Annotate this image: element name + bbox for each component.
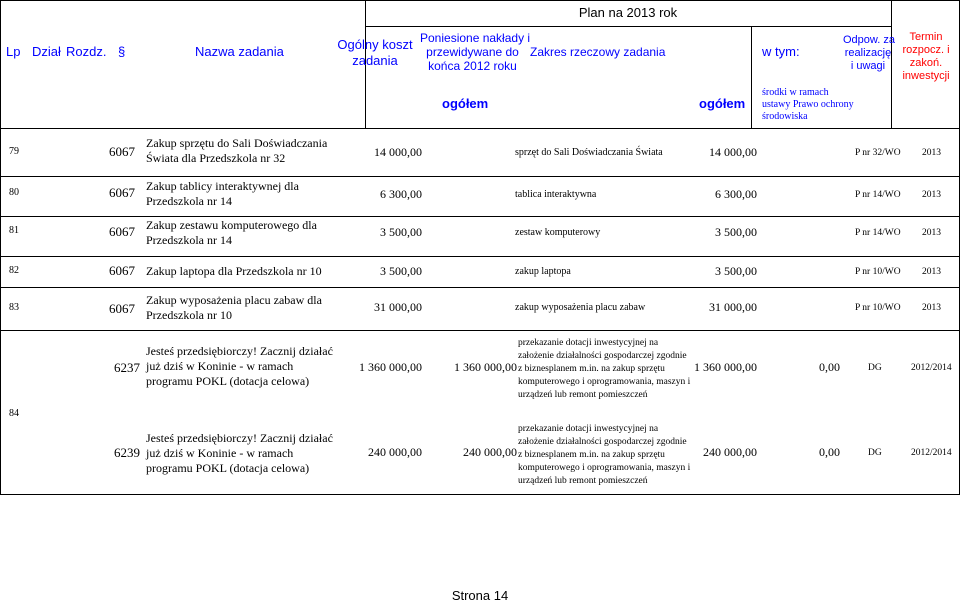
row-name-l1: Zakup tablicy interaktywnej dla [146,179,299,193]
row-ogolem: 6 300,00 [715,187,757,201]
row-koszt: 3 500,00 [380,264,422,278]
row-termin: 2013 [922,228,941,238]
col-zakres-header: Zakres rzeczowy zadania [530,45,666,59]
row-odpow: P nr 10/WO [855,303,901,313]
ogolem-header-2: ogółem [699,96,746,111]
col-poniesione-header-l3: końca 2012 roku [428,59,517,73]
row-zakres: zakup laptopa [515,266,571,277]
col-lp-header: Lp [6,44,21,59]
ogolem-header-1: ogółem [442,96,489,111]
row-odpow: P nr 14/WO [855,228,901,238]
row-poniesione: 240 000,00 [463,445,517,459]
row-ogolem: 240 000,00 [703,445,757,459]
row-rozdz: 6067 [109,185,135,200]
row-termin: 2012/2014 [911,363,952,373]
row-odpow: P nr 14/WO [855,190,901,200]
row-termin: 2013 [922,303,941,313]
col-poniesione-header-l2: przewidywane do [426,45,519,59]
row-ogolem: 3 500,00 [715,225,757,239]
row-termin: 2012/2014 [911,448,952,458]
col-rozdz-header: Rozdz. [66,44,107,59]
row-rozdz: 6067 [109,224,135,239]
row-rozdz: 6067 [109,263,135,278]
row-lp: 79 [9,146,19,157]
row-odpow: P nr 32/WO [855,148,901,158]
row-zakres: zestaw komputerowy [515,227,601,238]
row-termin: 2013 [922,190,941,200]
col-dzial-header: Dział [32,44,61,59]
row-name-l3: programu POKL (dotacja celowa) [146,461,310,475]
row-termin: 2013 [922,267,941,277]
col-termin-header-l1: Termin [909,31,943,43]
row-zakres: zakup wyposażenia placu zabaw [515,302,646,313]
row-poniesione: 1 360 000,00 [454,360,517,374]
row-name-l2: już dziś w Koninie - w ramach [146,446,294,460]
row-zakres: sprzęt do Sali Doświadczania Świata [515,147,663,158]
row-koszt: 14 000,00 [374,145,422,159]
row-zakres-l2: założenie działalności gospodarczej zgodnie [518,351,687,361]
row-odpow: DG [868,448,882,458]
row-koszt: 3 500,00 [380,225,422,239]
plan-title: Plan na 2013 rok [578,5,678,20]
row-name-l2: Świata dla Przedszkola nr 32 [146,151,286,165]
row-zakres-l3: z biznesplanem m.in. na zakup sprzętu [518,364,665,374]
row-koszt: 240 000,00 [368,445,422,459]
row-name-l1: Zakup laptopa dla Przedszkola nr 10 [146,264,322,278]
col-koszt-header-l2: zadania [352,53,398,68]
row-zakres-l4: komputerowego i oprogramowania, maszyn i [518,463,691,473]
row-koszt: 31 000,00 [374,300,422,314]
row-name-l2: Przedszkola nr 14 [146,194,232,208]
col-odpow-header-l1: Odpow. za [843,34,895,46]
page-number: Strona 14 [451,588,509,603]
row-zakres-l1: przekazanie dotacji inwestycyjnej na [518,338,659,348]
srodki-header-l1: środki w ramach [762,87,829,98]
row-odpow: DG [868,363,882,373]
row-zakres-l4: komputerowego i oprogramowania, maszyn i [518,377,691,387]
row-zakres-l1: przekazanie dotacji inwestycyjnej na [518,424,659,434]
col-paragraph-header: § [118,44,126,59]
row-srodki: 0,00 [819,360,840,374]
row-rozdz: 6067 [109,144,135,159]
row-koszt: 6 300,00 [380,187,422,201]
row-name-l2: już dziś w Koninie - w ramach [146,359,294,373]
srodki-header-l2: ustawy Prawo ochrony [762,99,854,110]
row-name-l1: Jesteś przedsiębiorczy! Zacznij działać [146,431,333,445]
row-ogolem: 1 360 000,00 [694,360,757,374]
srodki-header-l3: środowiska [762,111,808,122]
col-wtym-header: w tym: [762,44,800,59]
row-paragraph: 6239 [114,445,140,460]
row-zakres-l3: z biznesplanem m.in. na zakup sprzętu [518,450,665,460]
row-lp: 83 [9,302,19,313]
row-name-l2: Przedszkola nr 10 [146,308,232,322]
row-lp: 84 [9,408,19,419]
col-koszt-header-l1: Ogólny koszt [337,37,413,52]
col-nazwa-header: Nazwa zadania [195,44,284,59]
row-zakres-l5: urządzeń lub remont pomieszczeń [518,476,648,486]
row-ogolem: 14 000,00 [709,145,757,159]
row-zakres-l5: urządzeń lub remont pomieszczeń [518,390,648,400]
row-name-l1: Zakup wyposażenia placu zabaw dla [146,293,322,307]
row-zakres: tablica interaktywna [515,189,597,200]
row-rozdz: 6067 [109,301,135,316]
row-zakres-l2: założenie działalności gospodarczej zgodnie [518,437,687,447]
col-odpow-header-l2: realizację [844,47,892,59]
col-termin-header-l3: zakoń. [909,57,943,69]
row-lp: 80 [9,187,19,198]
row-paragraph: 6237 [114,360,140,375]
col-termin-header-l4: inwestycji [902,70,950,82]
row-termin: 2013 [922,148,941,158]
col-odpow-header-l3: i uwagi [850,60,886,72]
col-poniesione-header-l1: Poniesione nakłady i [420,31,531,45]
row-name-l1: Zakup zestawu komputerowego dla [146,218,317,232]
row-name-l2: Przedszkola nr 14 [146,233,232,247]
row-name-l3: programu POKL (dotacja celowa) [146,374,310,388]
row-name-l1: Jesteś przedsiębiorczy! Zacznij działać [146,344,333,358]
row-koszt: 1 360 000,00 [359,360,422,374]
row-lp: 82 [9,265,19,276]
row-name-l1: Zakup sprzętu do Sali Doświadczania [146,136,328,150]
row-ogolem: 31 000,00 [709,300,757,314]
row-odpow: P nr 10/WO [855,267,901,277]
col-termin-header-l2: rozpocz. i [902,44,950,56]
row-ogolem: 3 500,00 [715,264,757,278]
row-lp: 81 [9,225,19,236]
row-srodki: 0,00 [819,445,840,459]
